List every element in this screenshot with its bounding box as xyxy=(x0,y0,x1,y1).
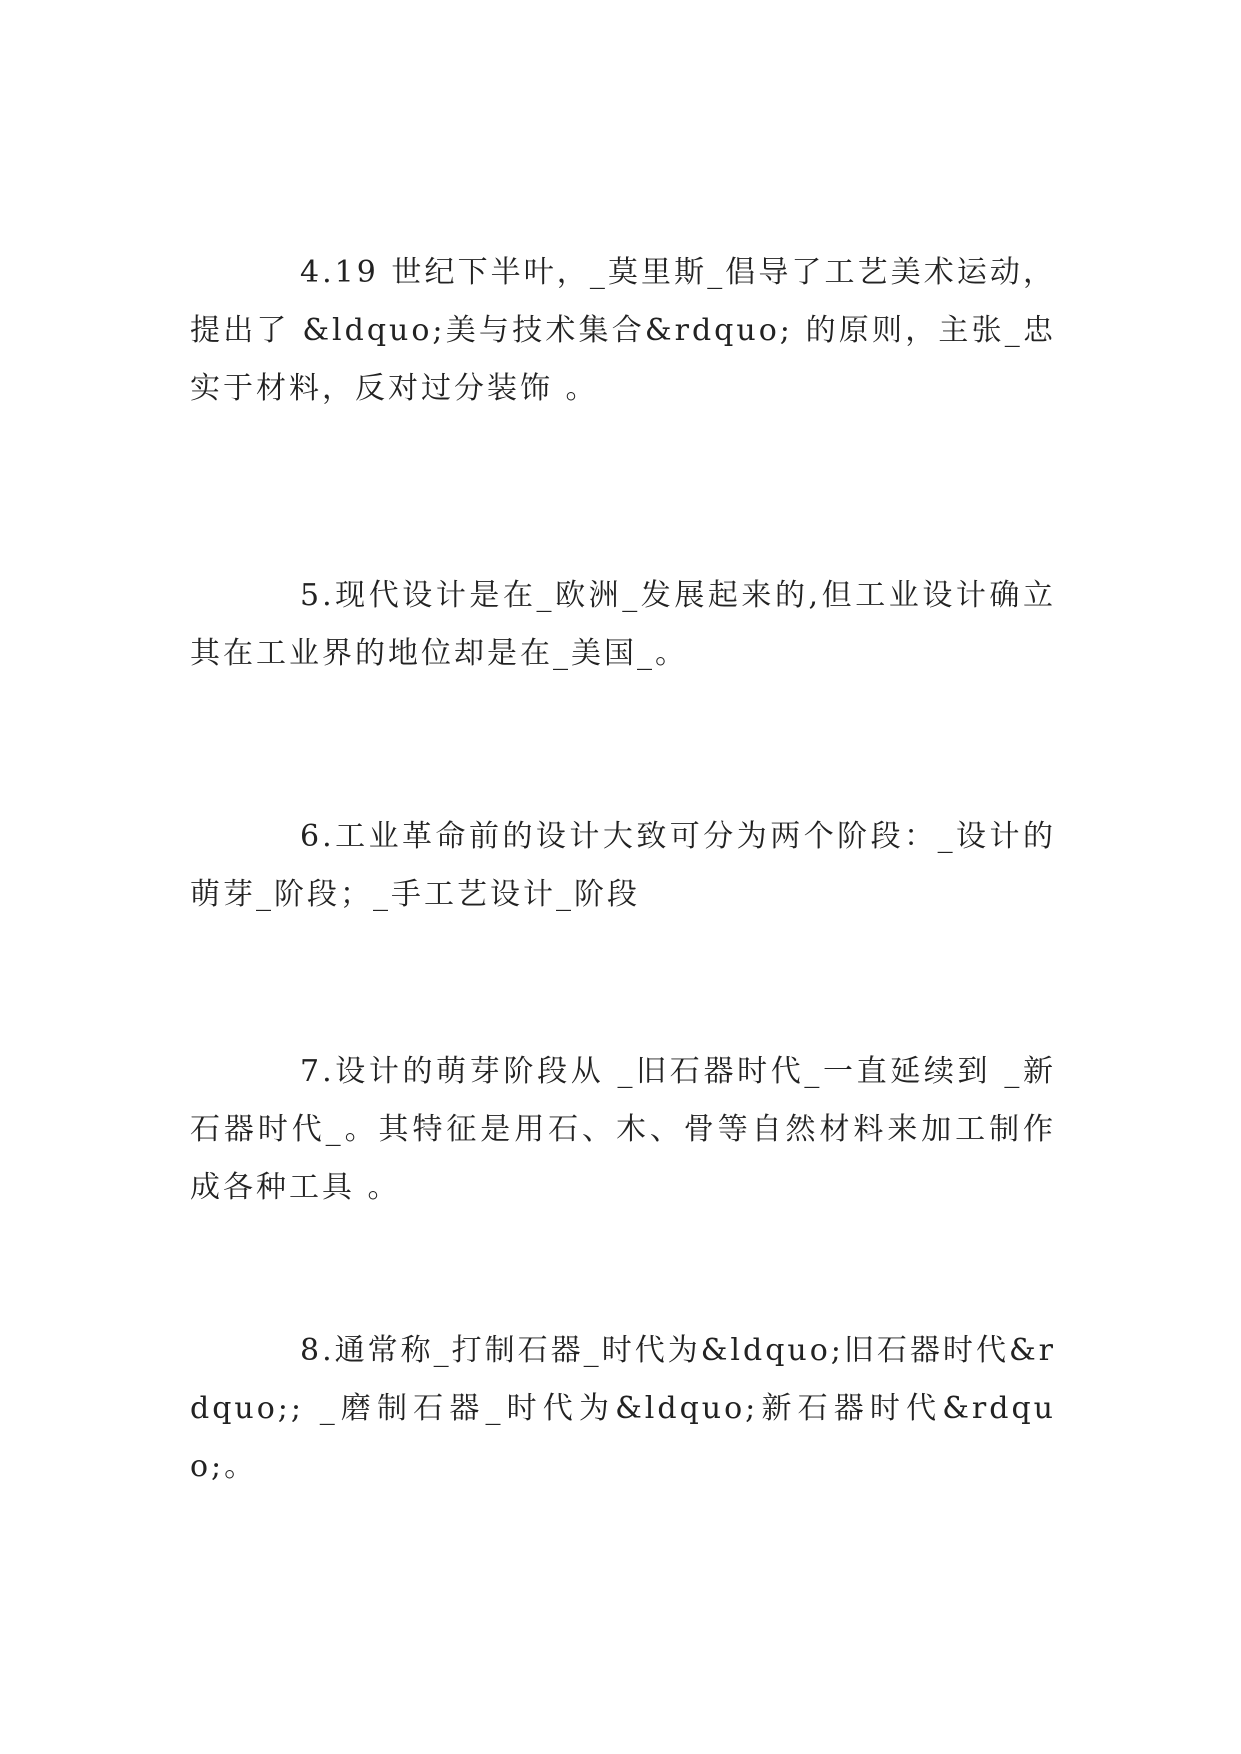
paragraph-item-7: 7.设计的萌芽阶段从 _旧石器时代_一直延续到 _新石器时代_。其特征是用石、木、骨等自然材料来加工制作成各种工具 。 xyxy=(190,1054,1056,1205)
paragraph-item-5: 5.现代设计是在_欧洲_发展起来的,但工业设计确立其在工业界的地位却是在_美国_。 xyxy=(190,578,1056,671)
paragraph-item-6: 6.工业革命前的设计大致可分为两个阶段：_设计的萌芽_阶段；_手工艺设计_阶段 xyxy=(190,819,1056,912)
paragraph-item-8: 8.通常称_打制石器_时代为&ldquo;旧石器时代&rdquo;; _磨制石器_时代为&ldquo;新石器时代&rdquo;。 xyxy=(190,1333,1056,1484)
paragraph-item-4: 4.19 世纪下半叶，_莫里斯_倡导了工艺美术运动，提出了 &ldquo;美与技术集合&rdquo; 的原则，主张_忠实于材料，反对过分装饰 。 xyxy=(190,255,1056,406)
